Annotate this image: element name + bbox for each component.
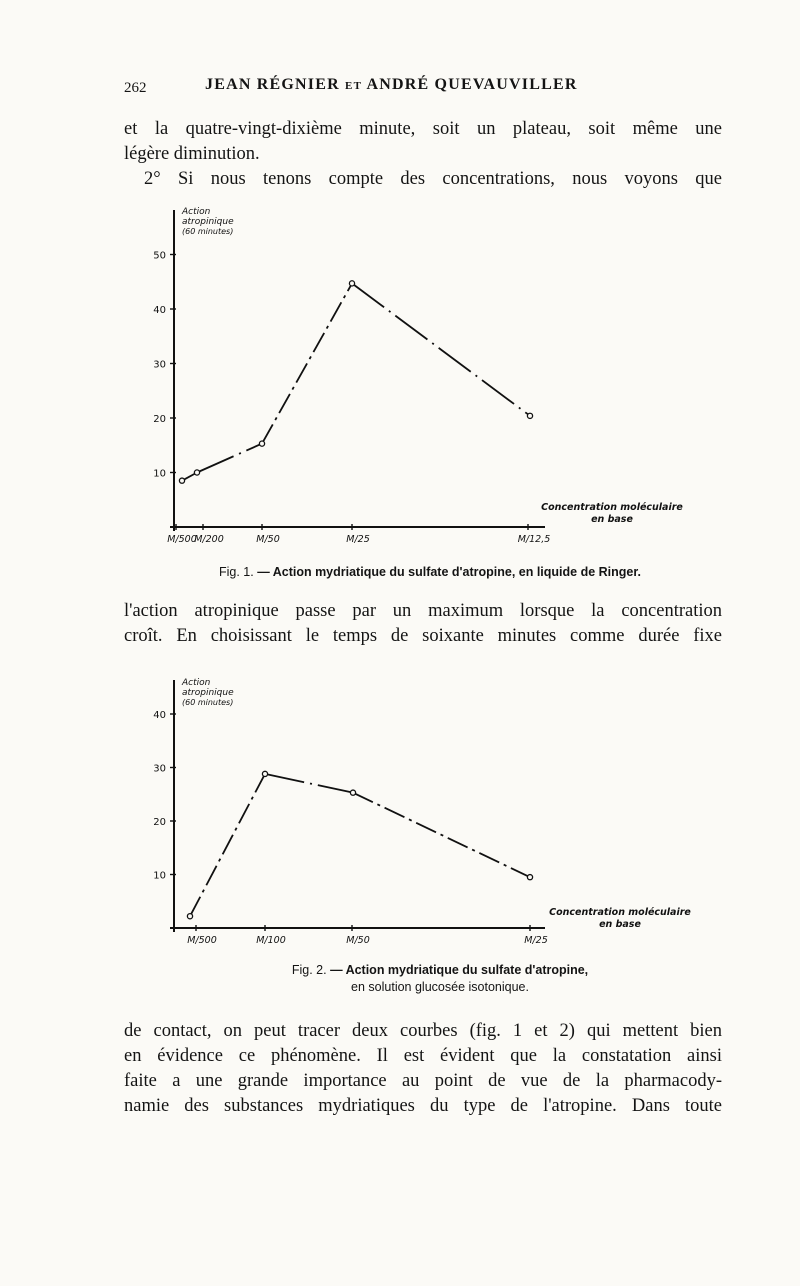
paragraph-bottom xyxy=(124,1019,722,1119)
x-tick-label: M/50 xyxy=(346,935,370,946)
y-tick-label: 10 xyxy=(153,870,166,882)
chart-series-line xyxy=(179,281,532,483)
data-point xyxy=(187,914,192,919)
x-tick-label: M/12,5 xyxy=(517,534,551,545)
figure-1-chart xyxy=(0,195,800,555)
x-axis-label: en base xyxy=(591,514,633,525)
y-axis-label: atropinique xyxy=(182,688,234,698)
chart-ticks xyxy=(153,251,550,546)
y-tick-label: 50 xyxy=(153,250,166,262)
y-axis-label: (60 minutes) xyxy=(182,698,234,707)
running-head: JEAN RÉGNIER et ANDRÉ QUEVAUVILLER xyxy=(205,76,578,93)
text-line: et la quatre-vingt-dixième minute, soit un plateau, soit même une xyxy=(124,119,722,139)
data-point xyxy=(194,470,199,475)
y-tick-label: 30 xyxy=(153,763,166,775)
chart-axes xyxy=(170,210,545,531)
y-tick-label: 20 xyxy=(153,817,166,828)
text-line: croît. En choisissant le temps de soixante minutes comme durée fixe xyxy=(124,626,722,646)
x-tick-label: M/25 xyxy=(524,935,548,946)
data-point xyxy=(179,478,184,483)
data-point xyxy=(259,441,264,446)
figure-2-label: Fig. 2. xyxy=(291,963,327,977)
text-line: en évidence ce phénomène. Il est évident que la constatation ainsi xyxy=(124,1046,722,1066)
chart-ticks xyxy=(153,710,547,946)
text-line: namie des substances mydriatiques du type de l'atropine. Dans toute xyxy=(124,1096,722,1116)
figure-1-caption-text: — Action mydriatique du sulfate d'atropine, en liquide de Ringer. xyxy=(257,565,642,579)
x-tick-label: M/500 xyxy=(187,935,217,946)
text-line: de contact, on peut tracer deux courbes (fig. 1 et 2) qui mettent bien xyxy=(124,1021,722,1041)
data-point xyxy=(527,875,532,880)
series-segment xyxy=(262,283,352,443)
text-line: légère diminution. xyxy=(124,144,260,164)
series-segment xyxy=(190,774,265,916)
data-point xyxy=(527,413,532,418)
y-axis-label: atropinique xyxy=(182,217,234,227)
paragraph-middle xyxy=(124,599,722,649)
y-tick-label: 40 xyxy=(153,305,166,316)
y-tick-label: 20 xyxy=(153,414,166,425)
x-tick-label: M/25 xyxy=(346,534,370,545)
chart-labels xyxy=(181,678,691,930)
chart-labels xyxy=(181,207,683,525)
paragraph-top xyxy=(124,117,722,192)
x-tick-label: M/200 xyxy=(194,534,224,545)
y-tick-label: 30 xyxy=(153,359,166,371)
y-axis-label: (60 minutes) xyxy=(182,227,234,236)
x-tick-label: M/50 xyxy=(256,534,280,545)
figure-2-chart xyxy=(0,665,800,965)
x-axis-label: en base xyxy=(599,919,641,930)
data-point xyxy=(262,771,267,776)
y-axis-label: Action xyxy=(182,207,211,217)
text-line: l'action atropinique passe par un maximum lorsque la concentration xyxy=(124,601,722,621)
data-point xyxy=(350,790,355,795)
series-segment xyxy=(197,444,262,473)
chart-axes xyxy=(170,680,545,932)
chart-series-line xyxy=(187,771,532,919)
y-tick-label: 40 xyxy=(153,710,166,721)
x-axis-label: Concentration moléculaire xyxy=(541,502,683,513)
x-tick-label: M/500 xyxy=(167,534,197,545)
y-tick-label: 10 xyxy=(153,468,166,480)
figure-1-label: Fig. 1. xyxy=(218,565,254,579)
text-line: 2° Si nous tenons compte des concentrations, nous voyons que xyxy=(144,169,722,189)
y-axis-label: Action xyxy=(182,678,211,688)
page-number: 262 xyxy=(124,80,147,96)
figure-2-caption-text: — Action mydriatique du sulfate d'atropine, xyxy=(330,963,589,977)
figure-1-caption xyxy=(150,565,710,579)
text-line: faite a une grande importance au point de vue de la pharmacody- xyxy=(124,1071,722,1091)
series-segment xyxy=(352,283,530,415)
series-segment xyxy=(265,774,353,793)
figure-2-caption xyxy=(200,962,680,996)
series-segment xyxy=(353,793,530,878)
data-point xyxy=(349,281,354,286)
figure-2-caption-line2: en solution glucosée isotonique. xyxy=(351,980,529,994)
x-axis-label: Concentration moléculaire xyxy=(549,907,691,918)
x-tick-label: M/100 xyxy=(256,935,286,946)
